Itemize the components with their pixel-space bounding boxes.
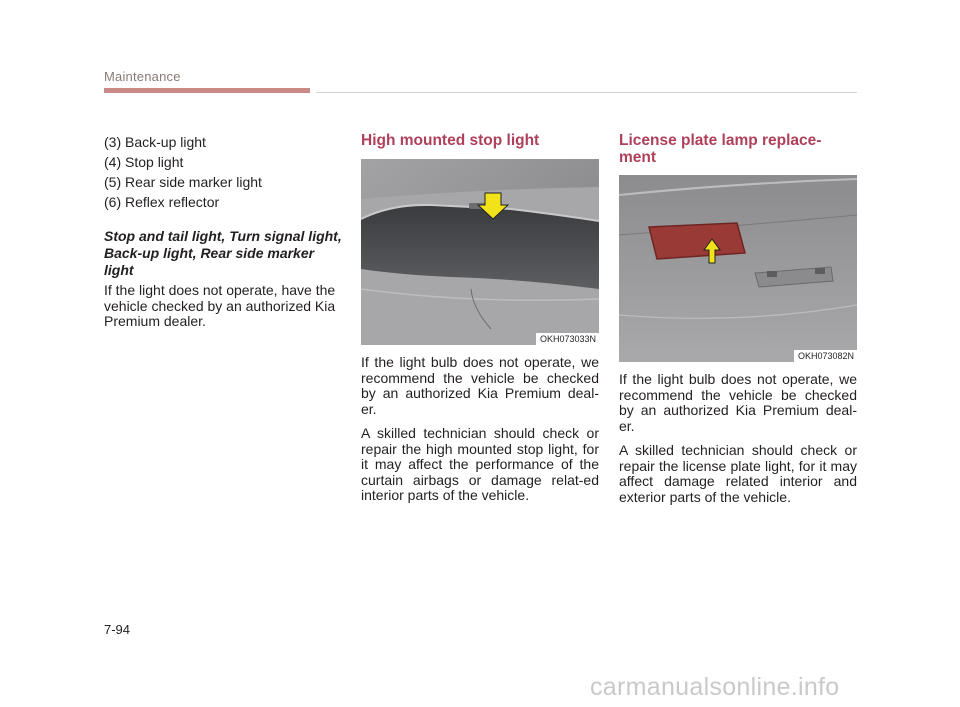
list-item: (6) Reflex reflector: [104, 194, 220, 210]
stop-light-figure: [361, 159, 599, 345]
header-accent-bar: [104, 88, 310, 93]
paragraph: A skilled technician should check or repair the high mounted stop light, for it may affect the performance of the curtain airbags or damage relat-ed interior parts of the vehicle.: [361, 425, 599, 503]
left-column: [104, 132, 342, 339]
paragraph: If the light bulb does not operate, we recommend the vehicle be checked by an authorized Kia Premium deal-er.: [361, 354, 599, 417]
image-code: OKH073033N: [536, 333, 599, 345]
image-code: OKH073082N: [794, 350, 857, 362]
section-title-stop-light: High mounted stop light: [361, 132, 540, 149]
license-lamp-image: [619, 175, 857, 362]
car-rear-window-image: [361, 159, 599, 345]
middle-column: [361, 132, 599, 513]
paragraph: If the light does not operate, have the vehicle checked by an authorized Kia Premium dealer.: [104, 282, 336, 329]
license-plate-figure: [619, 175, 857, 362]
header-divider: [316, 92, 857, 93]
subheading: Stop and tail light, Turn signal light, Back-up light, Rear side marker light: [104, 228, 342, 278]
list-item: (3) Back-up light: [104, 134, 206, 150]
page-number: 7-94: [104, 622, 131, 637]
right-column: [619, 132, 857, 514]
list-item: (5) Rear side marker light: [104, 174, 262, 190]
paragraph: A skilled technician should check or repair the license plate light, for it may affect damage related interior and exterior parts of the vehicle.: [619, 442, 857, 505]
section-title-license-plate: License plate lamp replace-ment: [619, 132, 822, 166]
list-item: (4) Stop light: [104, 154, 184, 170]
watermark: carmanualsonline.info: [590, 673, 840, 701]
paragraph: If the light bulb does not operate, we recommend the vehicle be checked by an authorized Kia Premium deal-er.: [619, 371, 857, 434]
section-header: Maintenance: [104, 69, 181, 84]
